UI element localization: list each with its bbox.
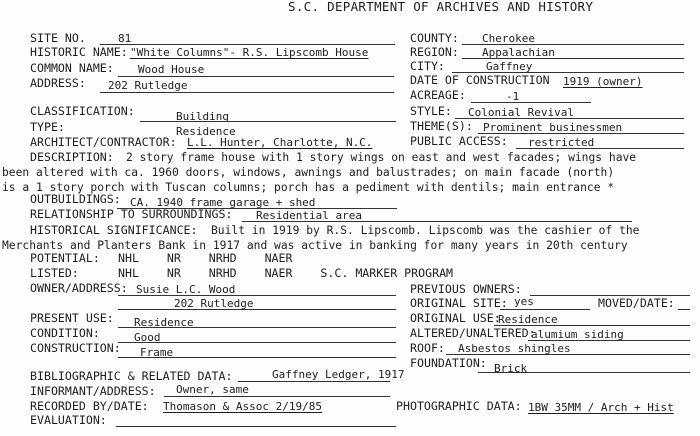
city-value: Gaffney <box>486 60 533 73</box>
themes-value: Prominent businessmen <box>483 121 623 134</box>
themes-label: THEME(S): <box>410 119 473 133</box>
altered-underline <box>528 340 690 341</box>
relationship-underline <box>242 221 632 222</box>
outbuildings-label: OUTBUILDINGS: <box>30 192 121 206</box>
historic-name-value: "White Columns"- R.S. Lipscomb House <box>130 46 369 59</box>
classification-value: Building <box>176 110 229 123</box>
recorded-by-value: Thomason & Assoc 2/19/85 <box>163 400 322 413</box>
present-use-label: PRESENT USE: <box>30 311 114 325</box>
acreage-underline <box>471 102 591 103</box>
description-line-3: is a 1 story porch with Tuscan columns; porch has a pediment with dentils; main entrance * <box>2 181 615 194</box>
construction-label: CONSTRUCTION: <box>30 341 121 355</box>
recorded-by-label: RECORDED BY/DATE: <box>30 399 149 413</box>
condition-value: Good <box>134 331 161 344</box>
site-no-value: 81 <box>118 32 132 45</box>
informant-underline <box>164 396 390 397</box>
region-label: REGION: <box>410 45 459 59</box>
relationship-value: Residential area <box>256 209 362 222</box>
moved-date-label: MOVED/DATE: <box>598 296 675 310</box>
bibliographic-underline <box>238 381 390 382</box>
style-value: Colonial Revival <box>468 106 574 119</box>
outbuildings-value: CA. 1940 frame garage + shed <box>130 196 316 209</box>
bibliographic-label: BIBLIOGRAPHIC & RELATED DATA: <box>30 369 233 383</box>
historical-significance-label: HISTORICAL SIGNIFICANCE: <box>30 223 198 237</box>
original-site-underline <box>500 309 590 310</box>
common-name-label: COMMON NAME: <box>30 61 114 75</box>
roof-label: ROOF: <box>410 341 445 355</box>
classification-underline <box>140 121 396 122</box>
site-no-underline <box>100 44 395 45</box>
site-no-label: SITE NO. <box>30 31 86 45</box>
potential-options: NHL NR NRHD NAER <box>118 251 293 265</box>
owner-address-label: OWNER/ADDRESS: <box>30 281 128 295</box>
city-label: CITY: <box>410 59 445 73</box>
common-name-underline <box>118 76 394 77</box>
public-access-value: restricted <box>528 136 595 149</box>
photographic-data-value: 1BW 35MM / Arch + Hist <box>528 401 674 414</box>
address-underline <box>100 92 394 93</box>
owner-underline-2 <box>118 309 396 310</box>
foundation-label: FOUNDATION: <box>410 356 487 370</box>
address-label: ADDRESS: <box>30 76 86 90</box>
altered-value: alumium siding <box>531 328 624 341</box>
foundation-underline <box>478 372 690 373</box>
altered-label: ALTERED/UNALTERED: <box>410 326 536 340</box>
county-value: Cherokee <box>482 32 535 45</box>
address-value: 202 Rutledge <box>108 79 188 92</box>
description-label: DESCRIPTION: <box>30 150 114 164</box>
page-title: S.C. DEPARTMENT OF ARCHIVES AND HISTORY <box>288 0 594 14</box>
historical-significance-line-2: Merchants and Planters Bank in 1917 and was active in banking for many years in 20th century <box>2 239 628 252</box>
county-underline <box>462 44 684 45</box>
evaluation-underline <box>116 426 396 427</box>
original-use-label: ORIGINAL USE: <box>410 311 501 325</box>
classification-label: CLASSIFICATION: <box>30 104 135 118</box>
public-access-underline <box>516 148 684 149</box>
region-value: Appalachian <box>482 46 555 59</box>
original-site-value: yes <box>514 295 534 308</box>
previous-owners-label: PREVIOUS OWNERS: <box>410 282 522 296</box>
date-of-construction-label: DATE OF CONSTRUCTION <box>410 73 550 87</box>
informant-label: INFORMANT/ADDRESS: <box>30 384 156 398</box>
moved-date-underline <box>678 309 690 310</box>
owner-underline-1 <box>118 295 396 296</box>
condition-underline <box>118 342 396 343</box>
construction-value: Frame <box>140 346 174 359</box>
region-underline <box>462 58 684 59</box>
present-use-underline <box>118 327 396 328</box>
type-value: Residence <box>176 125 236 138</box>
themes-underline <box>478 133 684 134</box>
historic-name-label: HISTORIC NAME: <box>30 45 128 59</box>
listed-label: LISTED: <box>30 266 79 280</box>
historical-significance-line-1: Built in 1919 by R.S. Lipscomb. Lipscomb was the cashier of the <box>211 224 640 237</box>
description-line-2: been altered with ca. 1960 doors, windows, awnings and balustrades; on main facade (north) <box>2 166 615 179</box>
owner-address-value: 202 Rutledge <box>174 297 254 310</box>
original-use-value: Residence <box>498 313 558 326</box>
acreage-value: -1 <box>506 90 520 103</box>
architect-label: ARCHITECT/CONTRACTOR: <box>30 135 177 149</box>
common-name-value: Wood House <box>138 63 205 76</box>
roof-underline <box>446 354 690 355</box>
description-line-1: 2 story frame house with 1 story wings on east and west facades; wings have <box>126 151 637 164</box>
date-of-construction-value: 1919 (owner) <box>563 75 643 88</box>
photographic-data-label: PHOTOGRAPHIC DATA: <box>396 399 522 413</box>
public-access-label: PUBLIC ACCESS: <box>410 134 508 148</box>
acreage-label: ACREAGE: <box>410 88 466 102</box>
present-use-value: Residence <box>134 316 194 329</box>
architect-value: L.L. Hunter, Charlotte, N.C. <box>187 136 373 149</box>
relationship-label: RELATIONSHIP TO SURROUNDINGS: <box>30 207 233 221</box>
bibliographic-value: Gaffney Ledger, 1917 <box>272 368 405 381</box>
potential-label: POTENTIAL: <box>30 251 100 265</box>
style-label: STYLE: <box>410 104 452 118</box>
original-site-label: ORIGINAL SITE: <box>410 296 508 310</box>
county-label: COUNTY: <box>410 31 459 45</box>
type-label: TYPE: <box>30 120 65 134</box>
owner-name-value: Susie L.C. Wood <box>136 283 236 296</box>
construction-underline <box>118 357 396 358</box>
listed-options: NHL NR NRHD NAER S.C. MARKER PROGRAM <box>118 266 454 280</box>
evaluation-label: EVALUATION: <box>30 413 107 427</box>
informant-value: Owner, same <box>176 383 249 396</box>
condition-label: CONDITION: <box>30 326 100 340</box>
style-underline <box>455 118 684 119</box>
foundation-value: Brick <box>494 362 528 375</box>
roof-value: Asbestos shingles <box>458 342 571 355</box>
